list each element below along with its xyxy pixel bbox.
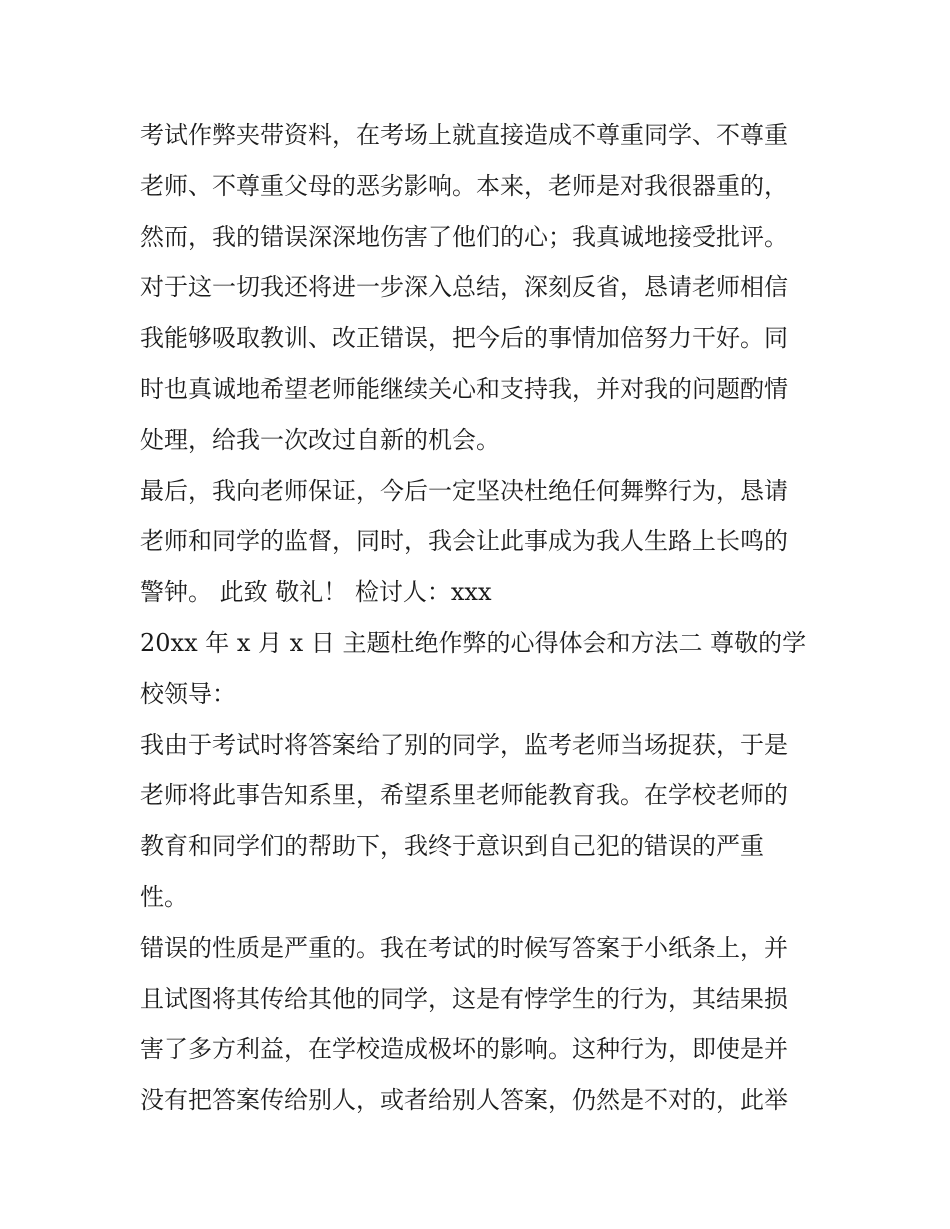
text-line: 对于这一切我还将进一步深入总结，深刻反省，恳请老师相信 — [140, 273, 788, 302]
text-line: 老师、不尊重父母的恶劣影响。本来，老师是对我很器重的， — [140, 171, 788, 200]
text-line: 考试作弊夹带资料，在考场上就直接造成不尊重同学、不尊重 — [140, 121, 788, 149]
text-line: 老师将此事告知系里，希望系里老师能教育我。在学校老师的 — [140, 781, 788, 810]
text-line: 20xx 年 x 月 x 日 主题杜绝作弊的心得体会和方法二 尊敬的学 — [140, 628, 807, 657]
text-line: 然而，我的错误深深地伤害了他们的心；我真诚地接受批评。 — [140, 222, 788, 251]
text-line: 教育和同学们的帮助下，我终于意识到自己犯的错误的严重 — [140, 832, 764, 861]
text-line: 性。 — [140, 882, 188, 911]
text-line: 时也真诚地希望老师能继续关心和支持我，并对我的问题酌情 — [140, 374, 788, 403]
text-line: 我由于考试时将答案给了别的同学，监考老师当场捉获，于是 — [140, 730, 788, 759]
text-line: 且试图将其传给其他的同学，这是有悖学生的行为，其结果损 — [140, 984, 788, 1013]
text-line: 处理，给我一次改过自新的机会。 — [140, 425, 500, 454]
text-line: 校领导： — [140, 679, 236, 708]
text-line: 警钟。 此致 敬礼！ 检讨人：xxx — [140, 578, 492, 607]
text-line: 老师和同学的监督，同时，我会让此事成为我人生路上长鸣的 — [140, 527, 788, 556]
text-line: 错误的性质是严重的。我在考试的时候写答案于小纸条上，并 — [140, 933, 788, 962]
text-line: 害了多方利益，在学校造成极坏的影响。这种行为，即使是并 — [140, 1035, 788, 1064]
document-body — [140, 110, 820, 1126]
text-line: 我能够吸取教训、改正错误，把今后的事情加倍努力干好。同 — [140, 324, 788, 353]
text-line: 没有把答案传给别人，或者给别人答案，仍然是不对的，此举 — [140, 1086, 788, 1115]
text-line: 最后，我向老师保证，今后一定坚决杜绝任何舞弊行为，恳请 — [140, 476, 788, 505]
